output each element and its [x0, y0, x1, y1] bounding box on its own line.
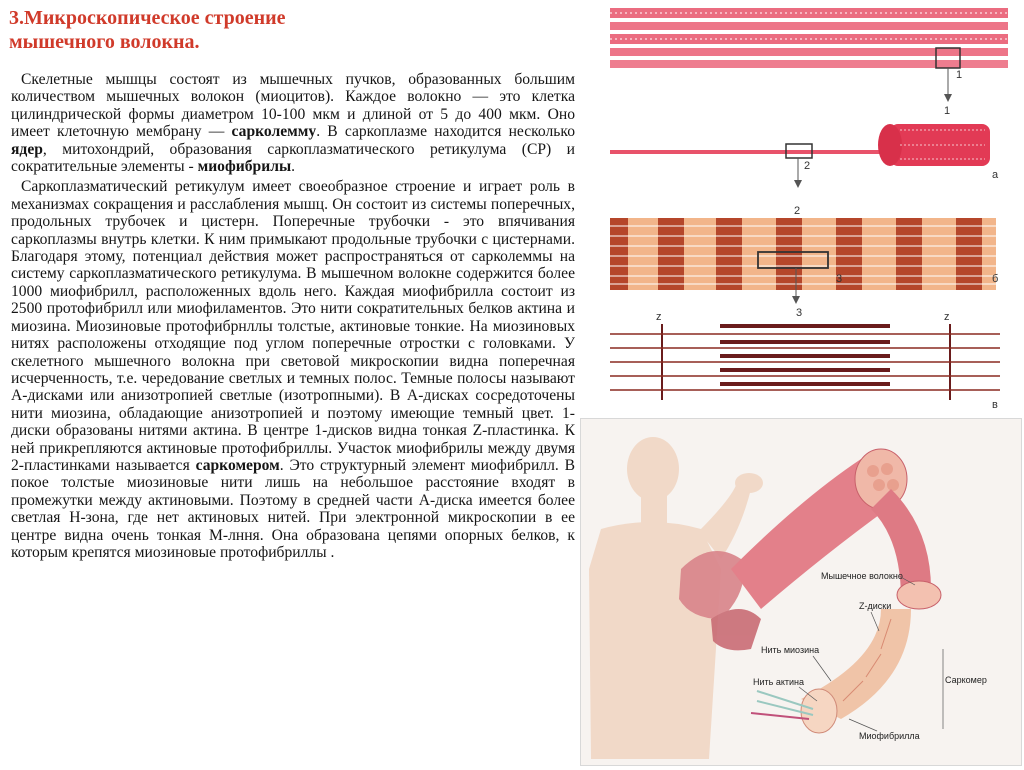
- label-a: а: [992, 169, 999, 181]
- body-text: [11, 71, 575, 564]
- label-sarcomere: Саркомер: [945, 675, 987, 685]
- label-3b: 3: [796, 307, 803, 319]
- p1-text-4: .: [291, 158, 296, 176]
- sarcomere-filaments-panel: [610, 307, 1000, 411]
- paragraph-2: [11, 178, 575, 561]
- label-3a: 3: [836, 273, 843, 285]
- p1-bold-sarcolemma: сарколемму: [231, 123, 317, 141]
- label-z-discs: Z-диски: [859, 601, 892, 611]
- myofibril-structure-figure: [600, 4, 1020, 414]
- label-v: в: [992, 399, 998, 411]
- title-line-2: мышечного волокна.: [9, 31, 200, 53]
- label-myofibril: Миофибрилла: [859, 731, 920, 741]
- banded-myofibril-panel: [610, 218, 998, 304]
- label-b: б: [992, 273, 999, 285]
- p2-bold-sarcomere: саркомером: [195, 456, 280, 474]
- label-z-right: z: [944, 311, 950, 323]
- paragraph-1: [11, 71, 575, 175]
- p2-text-1: Саркоплазматический ретикулум имеет своеобразное строение и играет роль в механизмах сокращения и расслабления мышц. Он состоит из системы поперечных, продольных трубочек и цистерн. Поперечные трубочки - это впячивания саркоплазмы внутрь клетки. К ним примыкают продольные трубочки с цистернами. Благодаря этому, потенциал действия может распространяться от сарколеммы на систему саркоплазматического ретикулума. В мышечном волокне содержится более 1000 миофибрилл, расположенных вдоль него. Каждая миофибрилла состоит из 2500 протофибрилл или миофиламентов. Это нити сократительных белков актина и миозина. Миозиновые протофибрнллы толстые, актиновые тонкие. На миозиновых нитях расположены отходящие под углом поперечные отростки с головками. У скелетного мышечного волокна при световой микроскопии видна поперечная исчерченность, т.е. чередование светлых и темных полос. Темные полосы называют А-дисками или анизотропией светлые (изотропными). В А-дисках сосредоточены нити миозина, обладающие анизотропией и поэтому имеющие темный цвет. 1-диски образованы нитями актина. В центре 1-дисков видна тонкая Z-пластинка. К ней прикрепляются актиновые протофибриллы. Участок миофибрилы между двумя 2-пластинками называется: [11, 178, 575, 474]
- p1-text-1: Скелетные мышцы состоят из мышечных пучков, образованных большим количеством мышечных волокон (миоцитов). Каждое волокно — это клетка цилиндрической формы диаметром 10-100 мкм и длиной от 5 до 400 мкм. Оно имеет клеточную мембрану —: [11, 71, 575, 141]
- label-2a: 2: [804, 160, 811, 172]
- muscle-anatomy-illustration: [580, 418, 1022, 766]
- label-1a: 1: [956, 69, 963, 81]
- muscle-anatomy-svg: [581, 419, 1021, 765]
- p1-text-2: . В саркоплазме находится несколько: [316, 123, 575, 141]
- muscle-bundle: [731, 449, 941, 609]
- label-actin: Нить актина: [753, 677, 805, 687]
- label-myosin: Нить миозина: [761, 645, 820, 655]
- p2-text-2: . Это структурный элемент миофибрилл. В покое толстые миозиновые нити лишь на небольшое расстояние входят в промежутки между актиновыми. Поэтому в средней части А-диска имеется более светлая Н-зона, где нет актиновых нитей. При электронной микроскопии в ее центре видна очень тонкая М-лння. Она образована цепями опорных белков, к которым крепятся миозиновые протофибриллы .: [11, 456, 575, 561]
- label-z-left: z: [656, 311, 662, 323]
- fiber-strands-panel: [610, 8, 1008, 117]
- p1-bold-nuclei: ядер: [11, 140, 43, 158]
- myofibril-tube: [751, 609, 911, 733]
- fiber-cylinder-panel: [610, 124, 999, 217]
- p1-bold-myofibrils: миофибрилы: [197, 158, 292, 176]
- label-1b: 1: [944, 105, 951, 117]
- title-line-1: 3.Микроскопическое строение: [9, 7, 286, 29]
- p1-text-3: , митохондрий, образования саркоплазматического ретикулума (СР) и сократительные элементы -: [11, 140, 575, 176]
- label-muscle-fiber: Мышечное волокно: [821, 571, 903, 581]
- label-2b: 2: [794, 205, 801, 217]
- page-title: [9, 6, 286, 54]
